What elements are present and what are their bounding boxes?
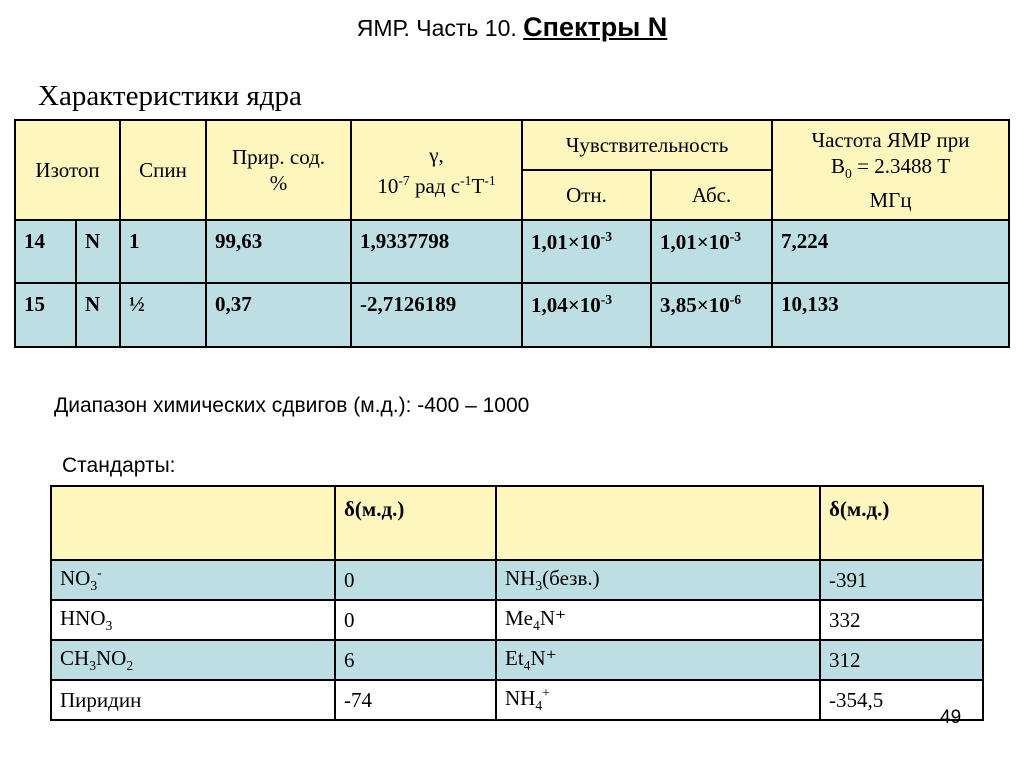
table-row [51,600,983,640]
nuclei-header-row [15,120,1009,170]
header-spin: Спин [120,120,206,220]
cell-relative: $1,01\times 10^{-3}$ [522,220,651,283]
section-heading: Характеристики ядра [38,80,302,112]
cell-gamma: 1,9337798 [351,220,522,283]
table-row [15,283,1009,347]
cell-element: N [76,283,120,347]
cell-shift: 312 [820,640,983,680]
header-gamma: γ, $10^{-7}$ рад $с^{-1}Т^{-1}$ [351,120,522,220]
table-row [51,560,983,600]
cell-absolute: $3,85\times 10^{-6}$ [651,283,772,347]
header-isotope: Изотоп [15,120,120,220]
cell-shift: 0 [335,560,496,600]
cell-compound: $Me_4N^+$ [496,600,820,640]
cell-compound: $CH_3NO_2$ [51,640,335,680]
standards-header-row [51,486,983,560]
cell-gamma: -2,7126189 [351,283,522,347]
title-prefix: ЯМР. Часть 10. [356,15,524,41]
cell-frequency: 7,224 [772,220,1009,283]
cell-spin: 1 [120,220,206,283]
cell-compound: $NH_3(безв.)$ [496,560,820,600]
header-relative: Отн. [522,170,651,220]
header-absolute: Абс. [651,170,772,220]
header-abundance: Прир. сод. % [206,120,351,220]
cell-shift: -391 [820,560,983,600]
cell-shift: 0 [335,600,496,640]
title-main: Спектры N [523,12,668,42]
table-row [15,220,1009,283]
header-compound-2 [496,486,820,560]
table-row [51,640,983,680]
header-compound-1 [51,486,335,560]
standards-label: Стандарты: [62,454,176,477]
page-number: 49 [940,707,962,728]
cell-mass: 15 [15,283,76,347]
cell-mass: 14 [15,220,76,283]
cell-compound: Пиридин [51,680,335,720]
cell-shift: -74 [335,680,496,720]
cell-spin: ½ [120,283,206,347]
chemical-shift-range: Диапазон химических сдвигов (м.д.): -400 – 1000 [54,394,530,417]
header-sensitivity: Чувствительность [522,120,772,170]
cell-abundance: 0,37 [206,283,351,347]
header-frequency: Частота ЯМР при $B_0 = 2.3488$ Т МГц [772,120,1009,220]
cell-compound: $Et_4N^+$ [496,640,820,680]
cell-absolute: $1,01\times 10^{-3}$ [651,220,772,283]
standards-table [50,485,984,721]
cell-relative: $1,04\times 10^{-3}$ [522,283,651,347]
cell-compound: $NH_4^+$ [496,680,820,720]
cell-shift: -354,5 [820,680,983,720]
header-shift-2: δ(м.д.) [820,486,983,560]
cell-frequency: 10,133 [772,283,1009,347]
header-shift-1: δ(м.д.) [335,486,496,560]
cell-element: N [76,220,120,283]
table-row [51,680,983,720]
cell-shift: 332 [820,600,983,640]
cell-abundance: 99,63 [206,220,351,283]
cell-shift: 6 [335,640,496,680]
cell-compound: $HNO_3$ [51,600,335,640]
slide-title [0,12,1024,43]
nuclei-table [14,119,1010,348]
cell-compound: $NO_3^-$ [51,560,335,600]
